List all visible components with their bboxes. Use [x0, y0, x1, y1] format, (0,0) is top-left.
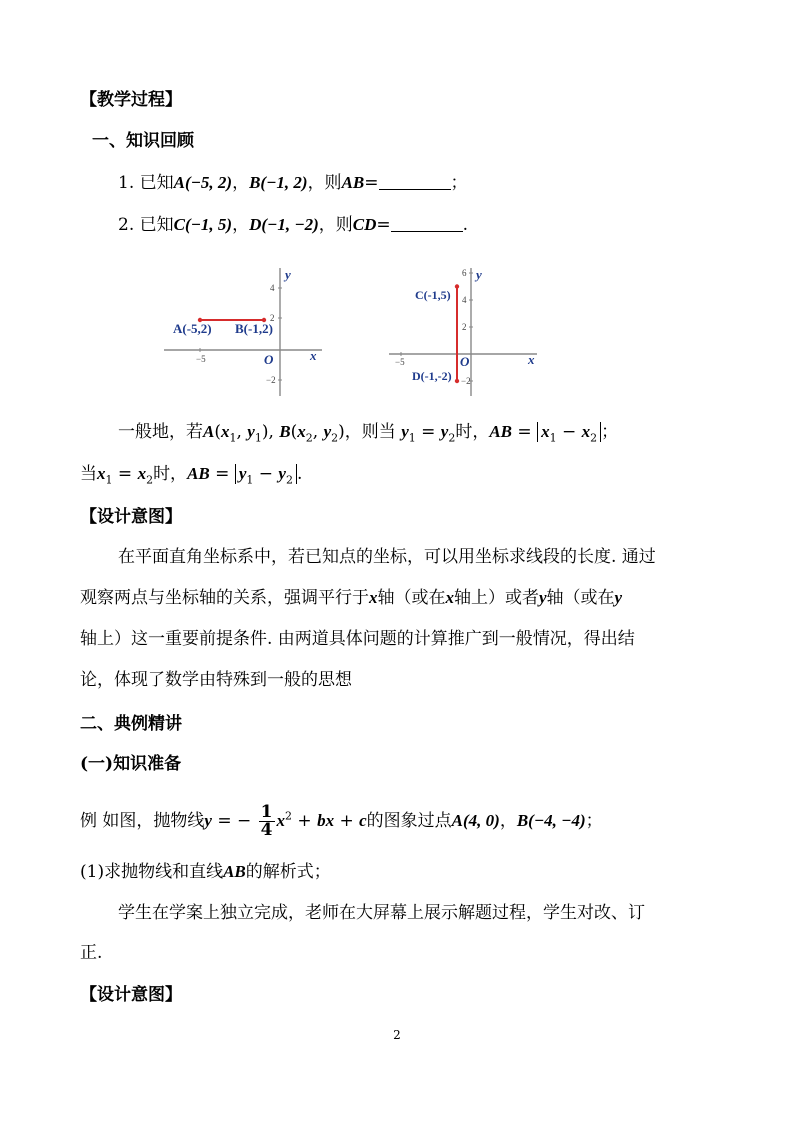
graph-ab	[160, 262, 335, 400]
student-text-line-2: 正.	[80, 943, 103, 963]
section-heading-process: 【教学过程】	[80, 90, 182, 110]
page-number: 2	[393, 1028, 401, 1042]
tick-y-4: 4	[270, 283, 275, 293]
design-intent-heading-1: 【设计意图】	[80, 507, 182, 527]
question-1: 1. 已知A(−5, 2)，B(−1, 2)，则AB= ；	[118, 173, 468, 193]
design-intent-heading-2: 【设计意图】	[80, 985, 182, 1005]
y-axis-label: y	[476, 267, 482, 282]
y-axis-label: y	[285, 267, 291, 282]
general-rule-line-2: 当$x_1 = x_2$时，AB = $y_1 - y_2$ .	[80, 464, 303, 487]
fraction-one-quarter: $\frac{1}{4}$	[260, 802, 273, 840]
tick-x-minus5: −5	[196, 354, 206, 364]
example-line: 例 如图，抛物线y = − $\frac{1}{4}$ $x^2$ + bx + c的图象过点A(4, 0)，B(−4, −4)；	[80, 802, 603, 840]
prep-heading: (一)知识准备	[80, 754, 182, 774]
design-text-line-2: 观察两点与坐标轴的关系，强调平行于x轴（或在x轴上）或者y轴（或在y	[80, 588, 623, 608]
tick-x-minus5: −5	[395, 357, 405, 367]
label-point-c: C(-1,5)	[415, 288, 451, 302]
label-point-a: A(-5,2)	[173, 321, 212, 336]
graph-cd	[385, 262, 545, 400]
design-text-line-4: 论，体现了数学由特殊到一般的思想	[80, 670, 352, 690]
origin-label: O	[264, 352, 274, 367]
label-point-d: D(-1,-2)	[412, 369, 452, 383]
point-c	[455, 284, 459, 288]
sub-question-1: (1)求抛物线和直线AB的解析式；	[80, 862, 331, 882]
tick-y-minus2: −2	[461, 376, 471, 386]
design-text-line-3: 轴上）这一重要前提条件. 由两道具体问题的计算推广到一般情况，得出结	[80, 629, 635, 649]
answer-blank-1	[379, 173, 451, 190]
tick-y-2: 2	[270, 313, 275, 323]
point-d	[455, 379, 459, 383]
tick-y-6: 6	[462, 268, 467, 278]
tick-y-minus2: −2	[266, 375, 276, 385]
tick-y-2: 2	[462, 322, 467, 332]
x-axis-label: x	[310, 348, 317, 363]
general-rule-line-1: 一般地，若$A(x_1$, $y_1$), $B(x_2$, $y_2$)，则当 $y_1 = y_2$时，AB = $x_1 - x_2$ ；	[118, 422, 619, 445]
question-2: 2. 已知C(−1, 5)，D(−1, −2)，则CD= .	[118, 215, 469, 235]
review-heading: 一、知识回顾	[92, 131, 194, 151]
label-point-b: B(-1,2)	[235, 321, 273, 336]
design-text-line-1: 在平面直角坐标系中，若已知点的坐标，可以用坐标求线段的长度. 通过	[118, 547, 656, 567]
answer-blank-2	[391, 215, 463, 232]
student-text-line-1: 学生在学案上独立完成，老师在大屏幕上展示解题过程，学生对改、订	[118, 903, 645, 923]
tick-y-4: 4	[462, 295, 467, 305]
examples-heading: 二、典例精讲	[80, 714, 182, 734]
x-axis-label: x	[528, 352, 535, 367]
origin-label: O	[460, 354, 470, 369]
